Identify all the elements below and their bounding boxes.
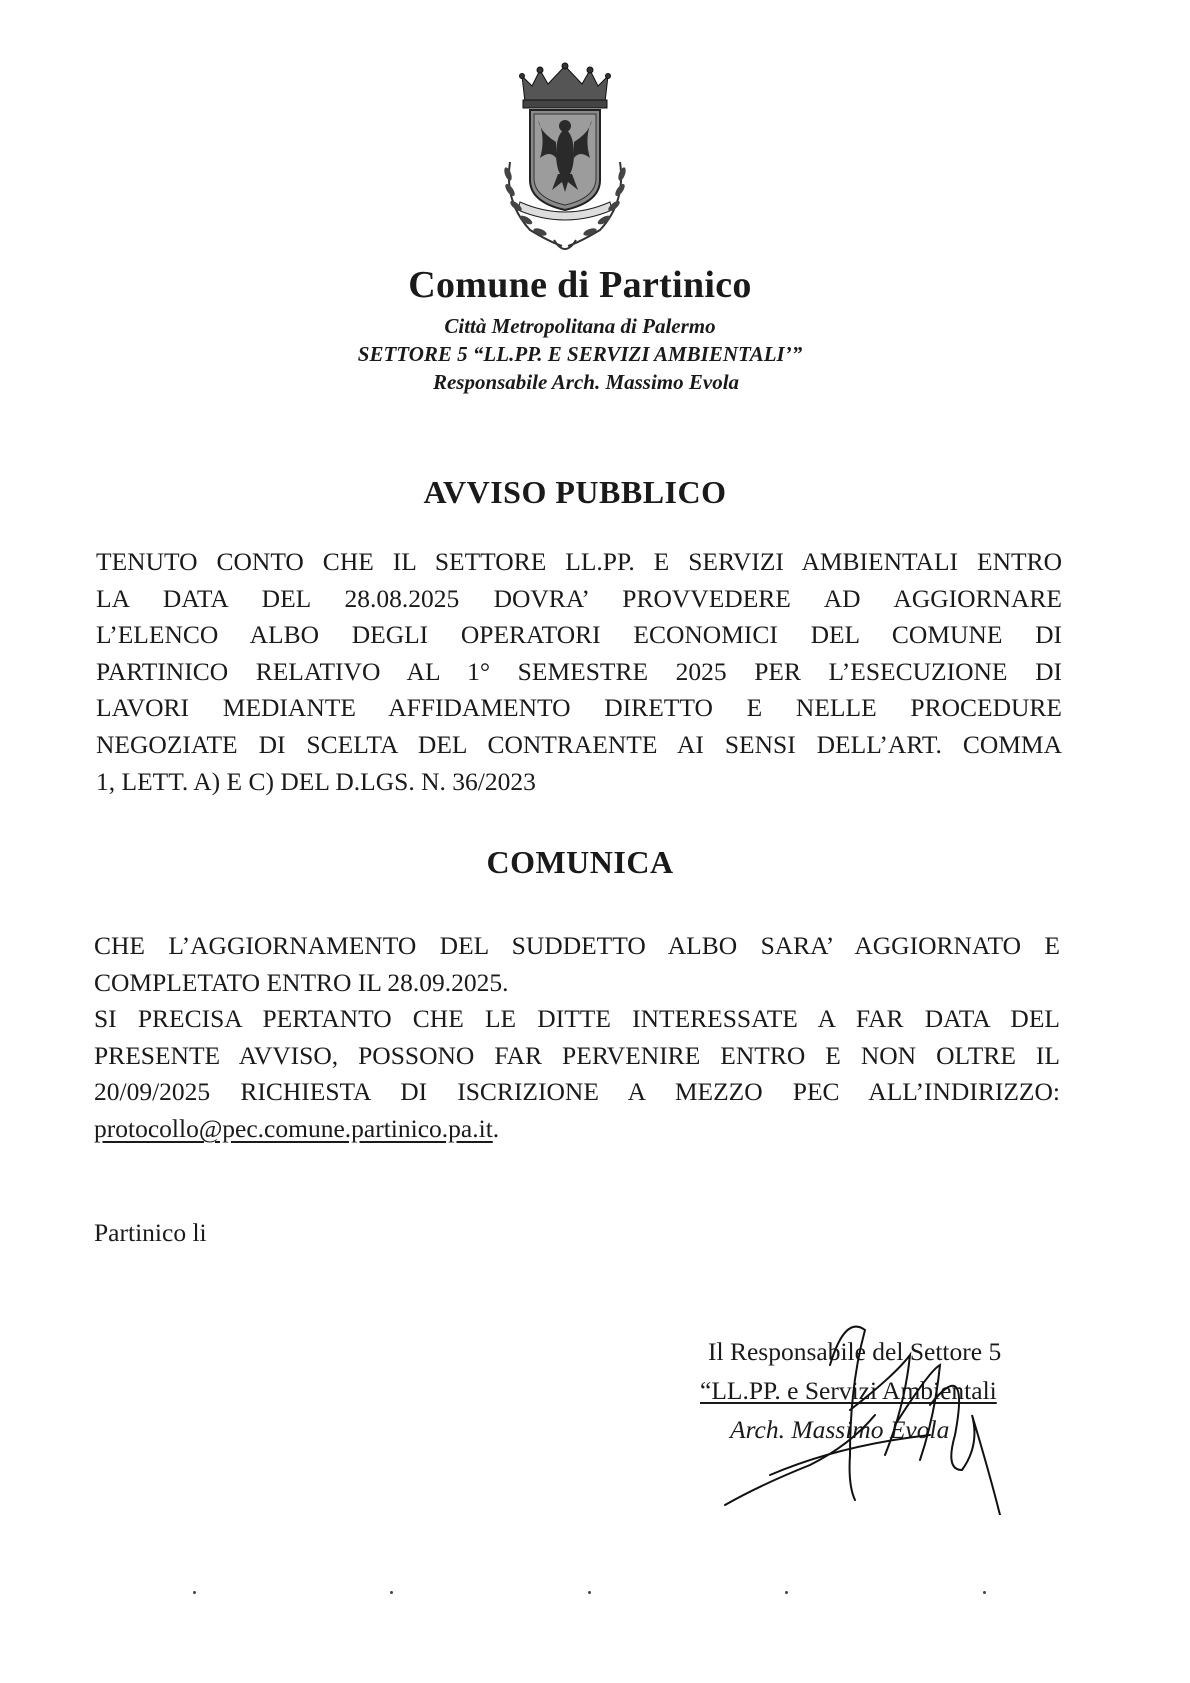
notice-line: PARTINICO RELATIVO AL 1° SEMESTRE 2025 PER L’ESECUZIONE DI — [96, 656, 1062, 686]
department-name: SETTORE 5 “LL.PP. E SERVIZI AMBIENTALI’” — [357, 342, 803, 366]
notice-line: L’ELENCO ALBO DEGLI OPERATORI ECONOMICI DEL COMUNE DI — [96, 620, 1062, 650]
signer-department: “LL.PP. e Servizi Ambientali — [700, 1376, 997, 1405]
notice-paragraph — [96, 544, 1062, 800]
signer-name: Arch. Massimo Evola — [730, 1415, 950, 1444]
department-head: Responsabile Arch. Massimo Evola — [432, 370, 740, 394]
handwritten-signature-icon — [700, 1295, 1060, 1515]
letterhead — [300, 262, 860, 396]
communication-line: 20/09/2025 RICHIESTA DI ISCRIZIONE A MEZZO PEC ALL’INDIRIZZO: — [94, 1077, 1060, 1107]
notice-line: NEGOZIATE DI SCELTA DEL CONTRAENTE AI SENSI DELL’ART. COMMA — [96, 729, 1062, 759]
pec-email-link[interactable]: protocollo@pec.comune.partinico.pa.it — [94, 1113, 493, 1143]
place-date: Partinico li — [94, 1218, 207, 1247]
communication-heading: COMUNICA — [486, 844, 674, 880]
scan-speck — [588, 1591, 591, 1594]
notice-line: TENUTO CONTO CHE IL SETTORE LL.PP. E SERVIZI AMBIENTALI ENTRO — [96, 547, 1062, 576]
municipality-title: Comune di Partinico — [408, 264, 752, 306]
metropolitan-city: Città Metropolitana di Palermo — [444, 314, 716, 338]
communication-line: CHE L’AGGIORNAMENTO DEL SUDDETTO ALBO SARA’ AGGIORNATO E — [94, 931, 1060, 960]
communication-line: SI PRECISA PERTANTO CHE LE DITTE INTERESSATE A FAR DATA DEL — [94, 1004, 1060, 1034]
communication-line: PRESENTE AVVISO, POSSONO FAR PERVENIRE ENTRO E NON OLTRE IL — [94, 1040, 1060, 1070]
communication-line: COMPLETATO ENTRO IL 28.09.2025. — [94, 967, 509, 997]
notice-line: 1, LETT. A) E C) DEL D.LGS. N. 36/2023 — [96, 766, 536, 796]
notice-heading: AVVISO PUBBLICO — [423, 474, 727, 510]
pec-suffix: . — [492, 1113, 500, 1143]
signer-role: Il Responsabile del Settore 5 — [708, 1337, 1002, 1366]
scan-speck — [785, 1591, 788, 1594]
pec-line — [94, 1111, 1060, 1148]
notice-line: LAVORI MEDIANTE AFFIDAMENTO DIRETTO E NELLE PROCEDURE — [96, 693, 1062, 723]
scan-speck — [390, 1591, 393, 1594]
municipal-crest-icon — [490, 62, 640, 262]
notice-line: LA DATA DEL 28.08.2025 DOVRA’ PROVVEDERE AD AGGIORNARE — [96, 583, 1062, 613]
scan-speck — [193, 1591, 196, 1594]
communication-paragraph — [94, 928, 1060, 1148]
scan-speck — [983, 1591, 986, 1594]
